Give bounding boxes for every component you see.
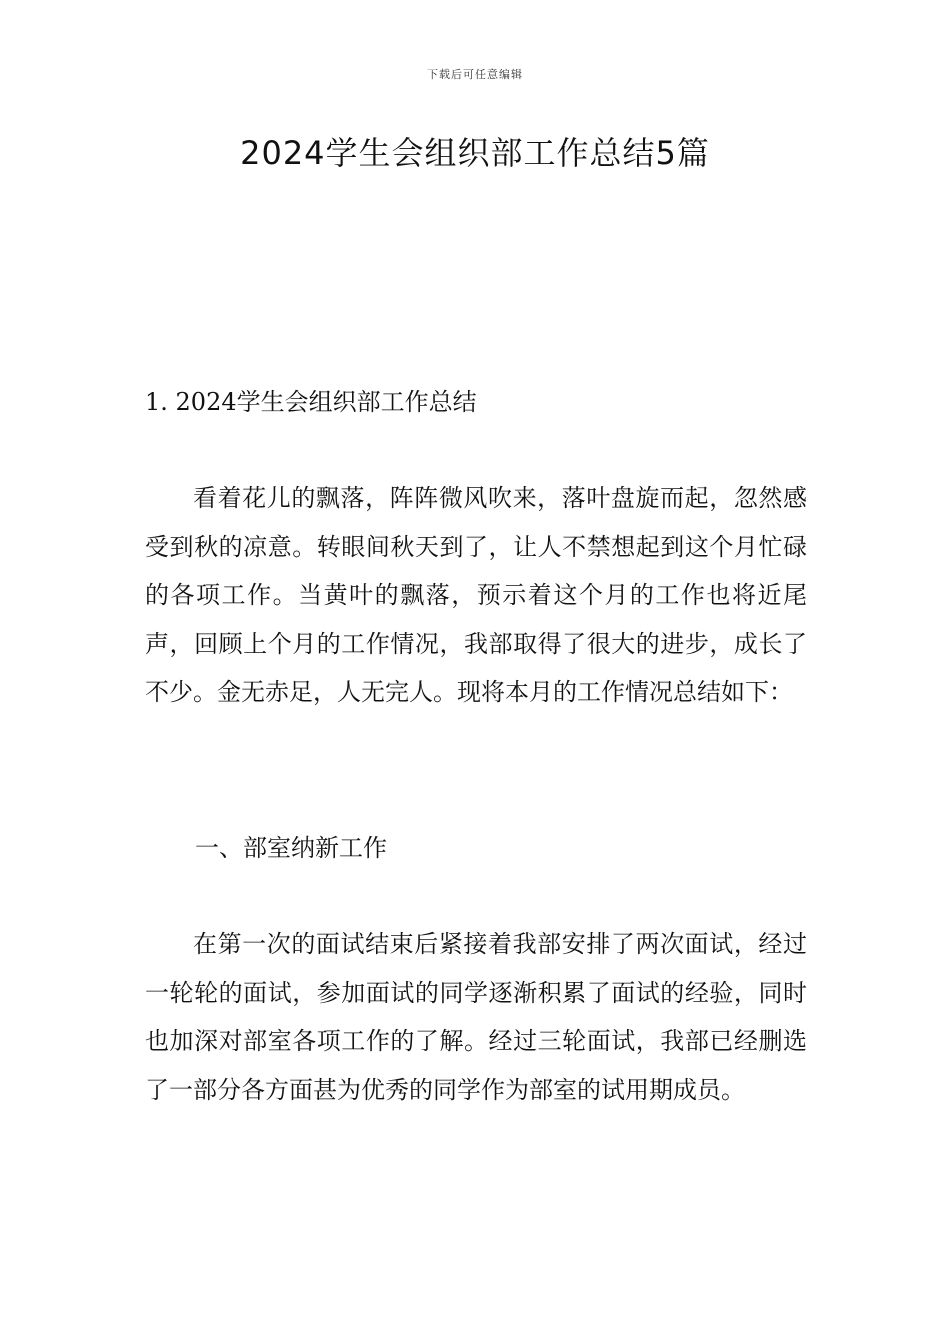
- body-paragraph-1: 看着花儿的飘落，阵阵微风吹来，落叶盘旋而起，忽然感受到秋的凉意。转眼间秋天到了，让人不禁想起到这个月忙碌的各项工作。当黄叶的飘落，预示着这个月的工作也将近尾声，回顾上个月的工作情况，我部取得了很大的进步，成长了不少。金无赤足，人无完人。现将本月的工作情况总结如下：: [145, 484, 807, 707]
- body-paragraph-2: 在第一次的面试结束后紧接着我部安排了两次面试，经过一轮轮的面试，参加面试的同学逐渐积累了面试的经验，同时也加深对部室各项工作的了解。经过三轮面试，我部已经删选了一部分各方面甚为优秀的同学作为部室的试用期成员。: [145, 930, 807, 1104]
- section-heading: 1. 2024学生会组织部工作总结: [145, 388, 477, 416]
- subheading-recruitment: 一、部室纳新工作: [195, 834, 387, 862]
- document-title: 2024学生会组织部工作总结5篇: [240, 134, 710, 172]
- header-note: 下载后可任意编辑: [427, 68, 523, 81]
